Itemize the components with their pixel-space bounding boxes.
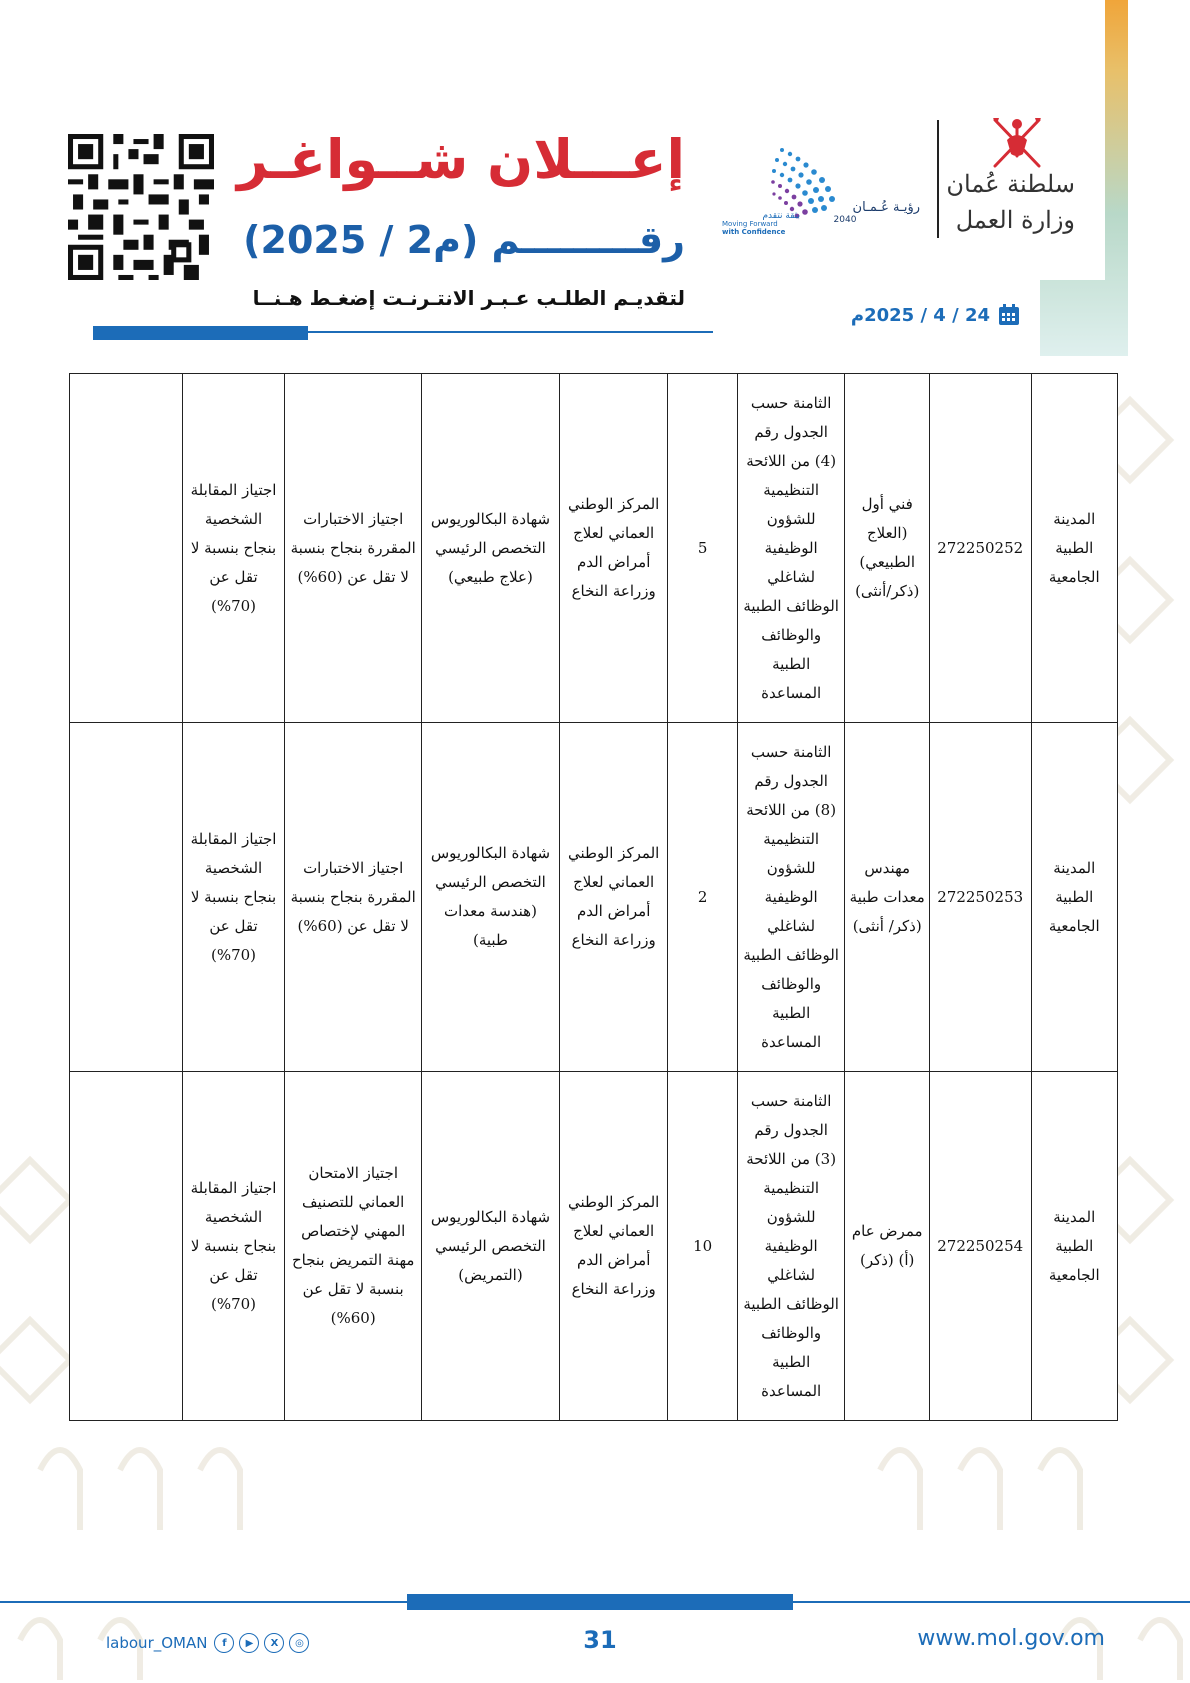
apply-online-link[interactable]: لتقديـم الطلـب عـبـر الانتـرنـت إضغـط هـنــا	[252, 286, 685, 310]
table-row	[70, 374, 1118, 723]
vision-logo-text: رؤيـة عُـمـان 2040	[800, 200, 920, 230]
social-links	[106, 1630, 309, 1656]
oman-emblem-icon	[985, 112, 1049, 174]
slogan-english-2: with Confidence	[722, 228, 786, 236]
qr-code-icon[interactable]	[68, 134, 214, 280]
job-title-cell: مهندس معدات طبية (ذكر/ أنثى)	[845, 723, 929, 1072]
qualification-cell: شهادة البكالوريوس التخصص الرئيسي (التمريض)	[422, 1072, 560, 1421]
moving-forward-slogan	[722, 212, 800, 242]
table-row	[70, 723, 1118, 1072]
page-title: إعـــلان شــواغـر	[237, 128, 685, 191]
announcement-date: 24 / 4 / 2025م	[850, 304, 990, 326]
header-rule-accent	[93, 326, 308, 340]
job-title-cell: فني أول (العلاج الطبيعي) (ذكر/أنثى)	[845, 374, 929, 723]
facebook-icon[interactable]: f	[214, 1633, 234, 1653]
job-code-cell: 272250254	[929, 1072, 1031, 1421]
job-code-cell: 272250253	[929, 723, 1031, 1072]
grade-cell: الثامنة حسب الجدول رقم (8) من اللائحة التنظيمية للشؤون الوظيفية لشاغلي الوظائف الطبية والوظائف الطبية المساعدة	[737, 723, 845, 1072]
instagram-icon[interactable]: ◎	[289, 1633, 309, 1653]
location-cell: المدينة الطبية الجامعية	[1031, 374, 1117, 723]
notes-cell	[70, 374, 183, 723]
logo-divider	[937, 120, 939, 238]
notes-cell	[70, 723, 183, 1072]
footer-rule-accent	[407, 1594, 793, 1610]
sultanate-name: سلطنة عُمان	[946, 170, 1075, 198]
slogan-english-1: Moving Forward	[722, 220, 778, 228]
page-number: 31	[583, 1626, 617, 1654]
exam-cell: اجتياز الاختبارات المقررة بنجاح بنسبة لا تقل عن (60%)	[285, 374, 422, 723]
exam-cell: اجتياز الاختبارات المقررة بنجاح بنسبة لا تقل عن (60%)	[285, 723, 422, 1072]
youtube-icon[interactable]: ▶	[239, 1633, 259, 1653]
table-row	[70, 1072, 1118, 1421]
employer-cell: المركز الوطني العماني لعلاج أمراض الدم وزراعة النخاع	[559, 1072, 668, 1421]
x-icon[interactable]: X	[264, 1633, 284, 1653]
date-block	[850, 300, 1020, 330]
announcement-number: رقـــــــــم (م2 / 2025)	[243, 218, 685, 262]
slogan-arabic: بثقة نتقدم	[762, 211, 800, 221]
interview-cell: اجتياز المقابلة الشخصية بنجاح بنسبة لا تقل عن (70%)	[182, 723, 285, 1072]
website-link[interactable]: www.mol.gov.om	[917, 1626, 1105, 1651]
calendar-icon	[998, 304, 1020, 326]
interview-cell: اجتياز المقابلة الشخصية بنجاح بنسبة لا تقل عن (70%)	[182, 1072, 285, 1421]
location-cell: المدينة الطبية الجامعية	[1031, 723, 1117, 1072]
job-code-cell: 272250252	[929, 374, 1031, 723]
social-handle[interactable]: labour_OMAN	[106, 1634, 208, 1652]
location-cell: المدينة الطبية الجامعية	[1031, 1072, 1117, 1421]
employer-cell: المركز الوطني العماني لعلاج أمراض الدم وزراعة النخاع	[559, 723, 668, 1072]
ministry-name: وزارة العمل	[955, 206, 1075, 234]
qualification-cell: شهادة البكالوريوس التخصص الرئيسي (هندسة معدات طبية)	[422, 723, 560, 1072]
vacancies-table	[69, 373, 1118, 1421]
exam-cell: اجتياز الامتحان العماني للتصنيف المهني لإختصاص مهنة التمريض بنجاح بنسبة لا تقل عن (60%)	[285, 1072, 422, 1421]
vision-year: 2040	[833, 215, 857, 225]
qualification-cell: شهادة البكالوريوس التخصص الرئيسي (علاج طبيعي)	[422, 374, 560, 723]
count-cell: 10	[668, 1072, 737, 1421]
notes-cell	[70, 1072, 183, 1421]
count-cell: 5	[668, 374, 737, 723]
grade-cell: الثامنة حسب الجدول رقم (3) من اللائحة التنظيمية للشؤون الوظيفية لشاغلي الوظائف الطبية والوظائف الطبية المساعدة	[737, 1072, 845, 1421]
interview-cell: اجتياز المقابلة الشخصية بنجاح بنسبة لا تقل عن (70%)	[182, 374, 285, 723]
employer-cell: المركز الوطني العماني لعلاج أمراض الدم وزراعة النخاع	[559, 374, 668, 723]
count-cell: 2	[668, 723, 737, 1072]
grade-cell: الثامنة حسب الجدول رقم (4) من اللائحة التنظيمية للشؤون الوظيفية لشاغلي الوظائف الطبية والوظائف الطبية المساعدة	[737, 374, 845, 723]
job-title-cell: ممرض عام (أ) (ذكر)	[845, 1072, 929, 1421]
